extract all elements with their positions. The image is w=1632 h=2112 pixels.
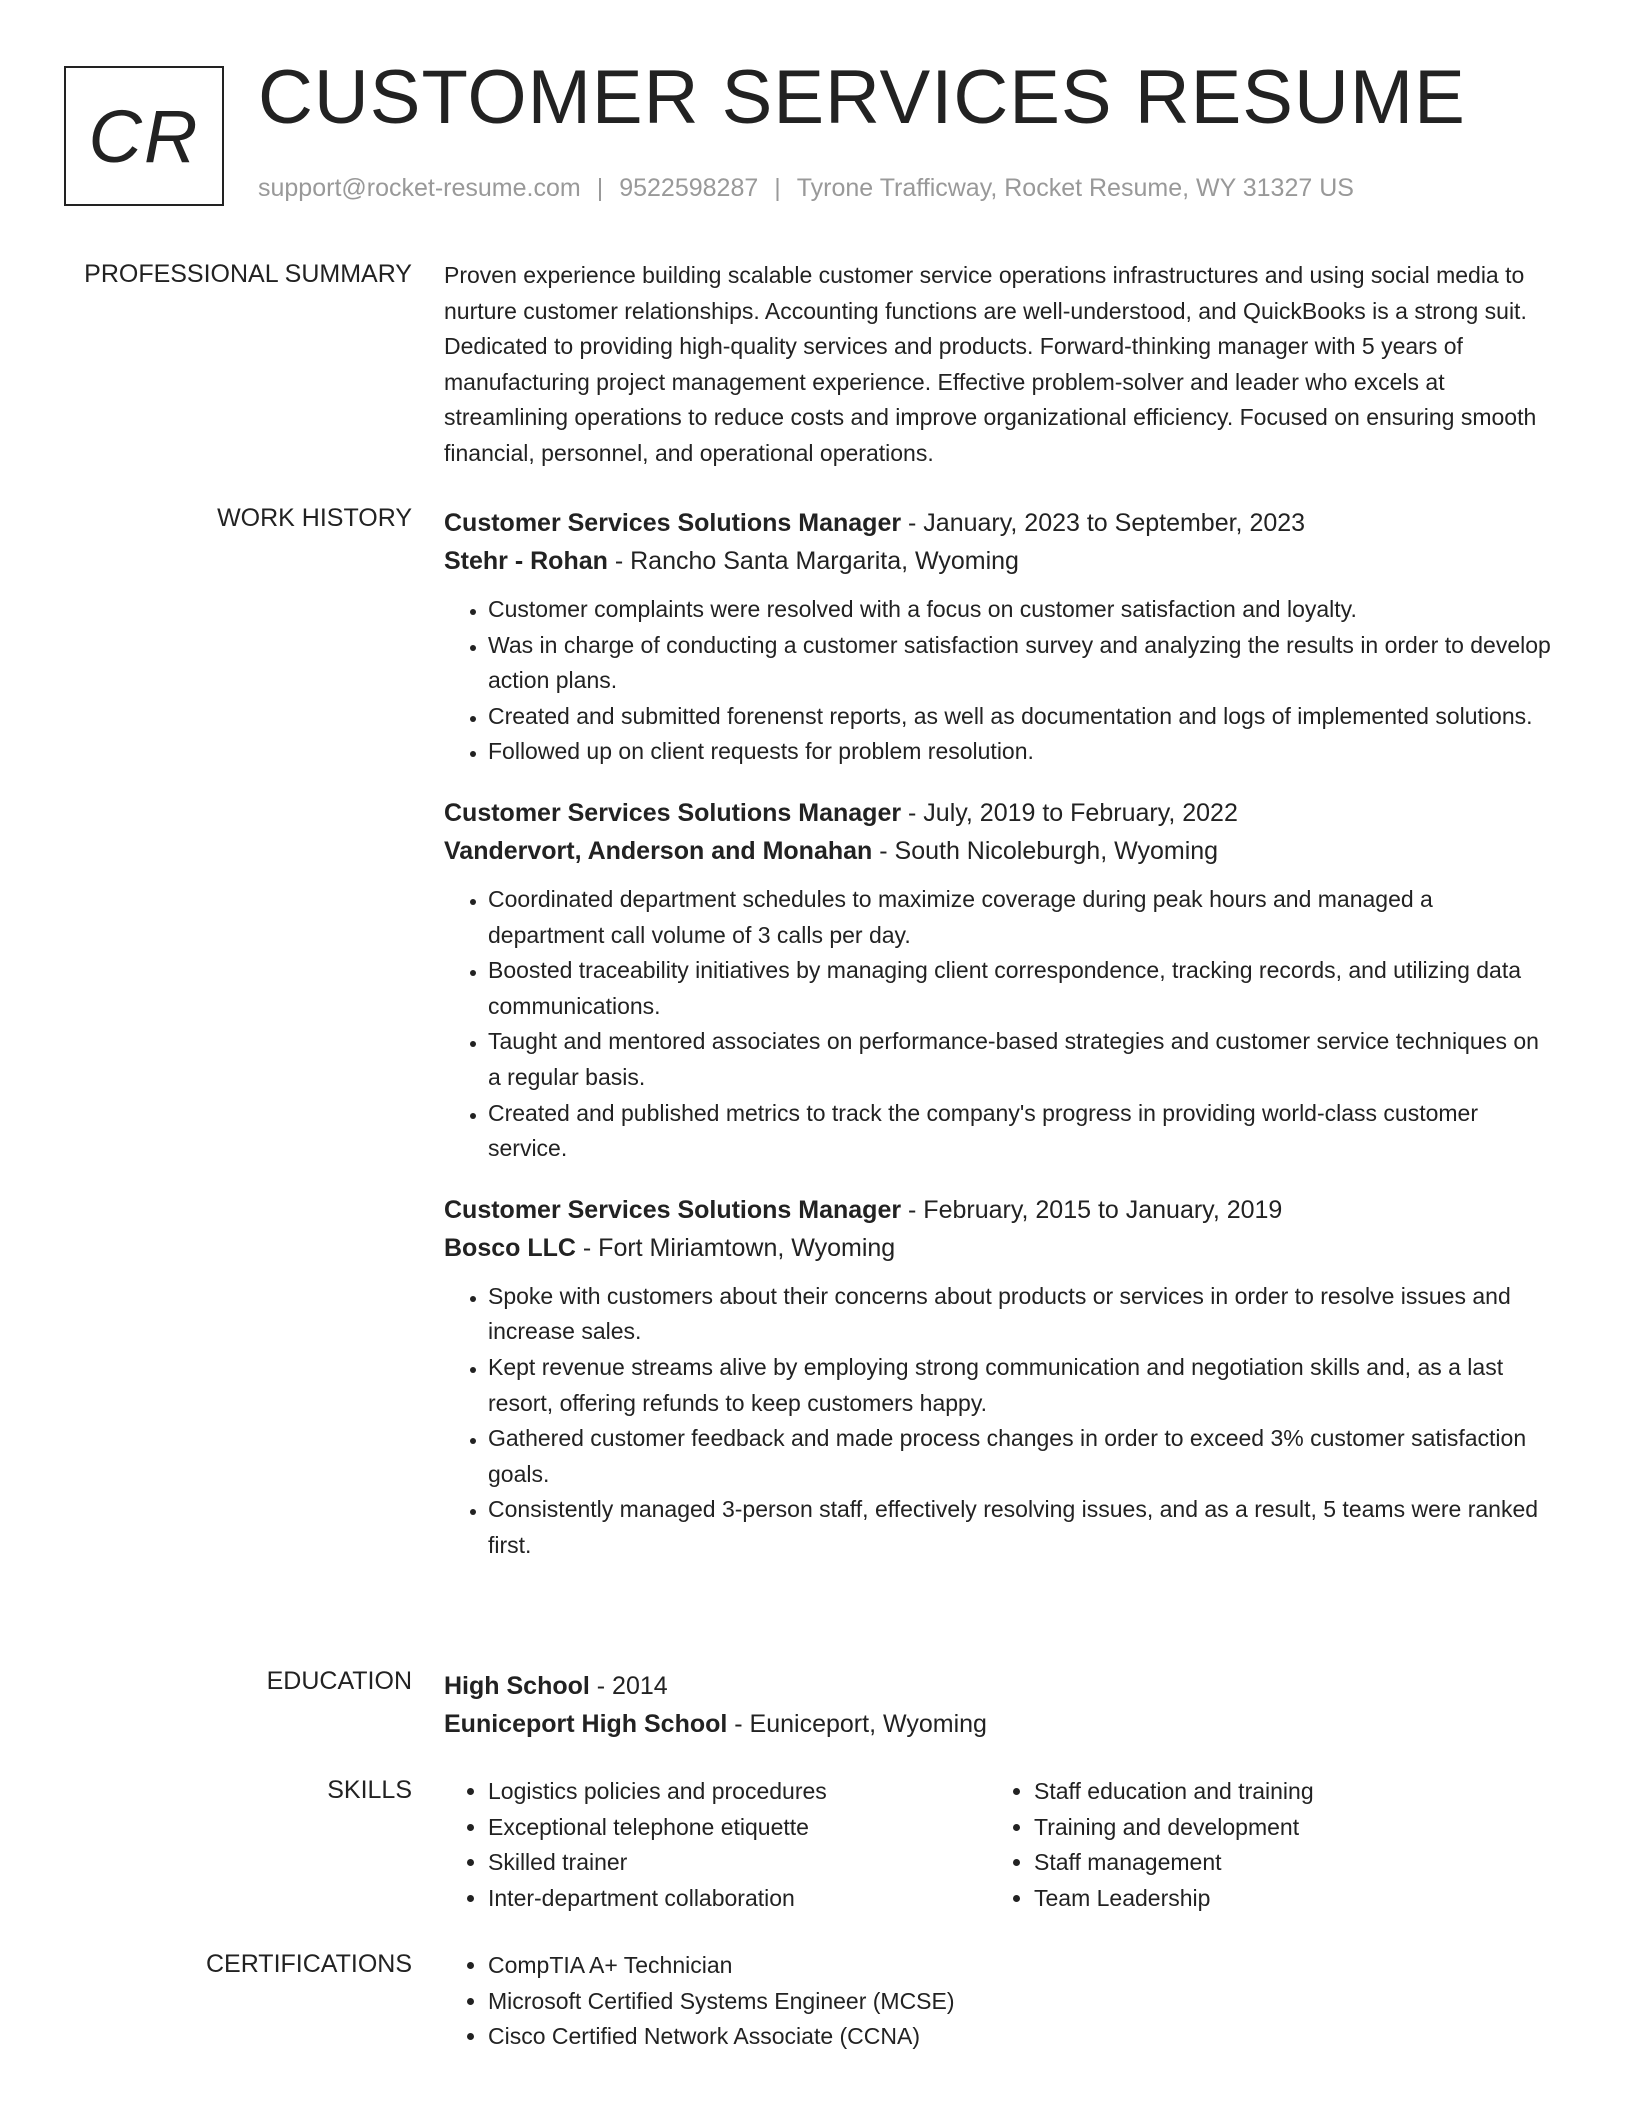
education-year: - 2014 bbox=[589, 1672, 668, 1700]
section-label-skills: SKILLS bbox=[327, 1776, 412, 1804]
job-entry bbox=[444, 1191, 1554, 1564]
summary-body bbox=[444, 258, 1554, 472]
job-bullet: • Kept revenue streams alive by employing strong communication and negotiation skills and, as a last resort, offering refunds to keep customers happy. bbox=[488, 1350, 1554, 1421]
skill-item: • Team Leadership bbox=[1034, 1881, 1536, 1917]
job-bullets bbox=[444, 882, 1554, 1167]
job-title: Customer Services Solutions Manager bbox=[444, 1195, 902, 1224]
job-title: Customer Services Solutions Manager bbox=[444, 509, 902, 537]
contact-phone: 9522598287 bbox=[619, 174, 759, 202]
skill-item: • Inter-department collaboration bbox=[488, 1881, 990, 1917]
job-bullet: • Consistently managed 3-person staff, effectively resolving issues, and as a result, 5 teams were ranked first. bbox=[488, 1492, 1554, 1563]
job-bullet: • Coordinated department schedules to maximize coverage during peak hours and managed a department call volume of 3 calls per day. bbox=[488, 882, 1554, 953]
job-company: Stehr - Rohan bbox=[444, 547, 608, 575]
section-label-summary: PROFESSIONAL SUMMARY bbox=[84, 260, 412, 288]
job-bullets bbox=[444, 1279, 1554, 1564]
certification-item: • Cisco Certified Network Associate (CCNA) bbox=[488, 2019, 1554, 2055]
monogram-initials: CR bbox=[88, 94, 200, 178]
contact-separator: | bbox=[596, 174, 604, 202]
job-bullets bbox=[444, 592, 1554, 770]
certification-item: • Microsoft Certified Systems Engineer (MCSE) bbox=[488, 1984, 1554, 2020]
job-location: - Rancho Santa Margarita, Wyoming bbox=[607, 547, 1019, 575]
skills-body bbox=[444, 1774, 1554, 1916]
job-entry bbox=[444, 504, 1554, 770]
skill-item: • Exceptional telephone etiquette bbox=[488, 1810, 990, 1846]
job-bullet: • Customer complaints were resolved with a focus on customer satisfaction and loyalty. bbox=[488, 592, 1554, 628]
job-dates: - January, 2023 to September, 2023 bbox=[901, 509, 1306, 537]
job-entry bbox=[444, 794, 1554, 1167]
job-bullet: • Boosted traceability initiatives by managing client correspondence, tracking records, and utilizing data communications. bbox=[488, 953, 1554, 1024]
job-location: - South Nicoleburgh, Wyoming bbox=[872, 836, 1219, 865]
work-history-body bbox=[444, 504, 1554, 1587]
job-bullet: • Spoke with customers about their concerns about products or services in order to resolve issues and increase sales. bbox=[488, 1279, 1554, 1350]
certifications-list bbox=[444, 1948, 1554, 2055]
resume-title: CUSTOMER SERVICES RESUME bbox=[258, 55, 1466, 140]
skill-item: • Staff management bbox=[1034, 1845, 1536, 1881]
job-title: Customer Services Solutions Manager bbox=[444, 798, 902, 827]
education-body bbox=[444, 1667, 1554, 1743]
job-bullet: • Created and published metrics to track the company's progress in providing world-class customer service. bbox=[488, 1096, 1554, 1167]
skill-item: • Staff education and training bbox=[1034, 1774, 1536, 1810]
section-label-certifications: CERTIFICATIONS bbox=[205, 1950, 412, 1978]
job-bullet: • Created and submitted forenenst reports, as well as documentation and logs of implemented solutions. bbox=[488, 699, 1554, 735]
job-bullet: • Followed up on client requests for problem resolution. bbox=[488, 734, 1554, 770]
certification-item: • CompTIA A+ Technician bbox=[488, 1948, 1554, 1984]
section-label-work-history: WORK HISTORY bbox=[217, 504, 412, 532]
skill-item: • Training and development bbox=[1034, 1810, 1536, 1846]
skills-list-left bbox=[444, 1774, 990, 1916]
job-bullet: • Taught and mentored associates on performance-based strategies and customer service techniques on a regular basis. bbox=[488, 1024, 1554, 1095]
job-location: - Fort Miriamtown, Wyoming bbox=[575, 1233, 896, 1262]
job-company: Bosco LLC bbox=[444, 1233, 576, 1262]
education-degree: High School bbox=[444, 1672, 590, 1700]
contact-separator: | bbox=[774, 174, 781, 202]
monogram-box bbox=[64, 66, 224, 206]
job-bullet: • Gathered customer feedback and made process changes in order to exceed 3% customer satisfaction goals. bbox=[488, 1421, 1554, 1492]
section-label-education: EDUCATION bbox=[266, 1667, 412, 1695]
summary-text: Proven experience building scalable customer service operations infrastructures and using social media to nurture customer relationships. Accounting functions are well-understood, and QuickBooks is a strong suit. Dedicated to providing high-quality services and products. Forward-thinking manager with 5 years of manufacturing project management experience. Effective problem-solver and leader who excels at streamlining operations to reduce costs and improve organizational efficiency. Focused on ensuring smooth financial, personnel, and operational operations. bbox=[444, 262, 1537, 466]
skill-item: • Logistics policies and procedures bbox=[488, 1774, 990, 1810]
job-dates: - February, 2015 to January, 2019 bbox=[901, 1195, 1283, 1224]
job-company: Vandervort, Anderson and Monahan bbox=[444, 836, 873, 865]
education-location: - Euniceport, Wyoming bbox=[727, 1710, 987, 1738]
job-bullet: • Was in charge of conducting a customer satisfaction survey and analyzing the results in order to develop action plans. bbox=[488, 628, 1554, 699]
certifications-body bbox=[444, 1948, 1554, 2055]
skills-list-right bbox=[990, 1774, 1536, 1916]
contact-email: support@rocket-resume.com bbox=[258, 174, 581, 202]
skill-item: • Skilled trainer bbox=[488, 1845, 990, 1881]
job-dates: - July, 2019 to February, 2022 bbox=[901, 798, 1238, 827]
contact-address: Tyrone Trafficway, Rocket Resume, WY 31327 US bbox=[796, 174, 1354, 202]
contact-line bbox=[258, 174, 1354, 203]
education-school: Euniceport High School bbox=[444, 1710, 728, 1738]
